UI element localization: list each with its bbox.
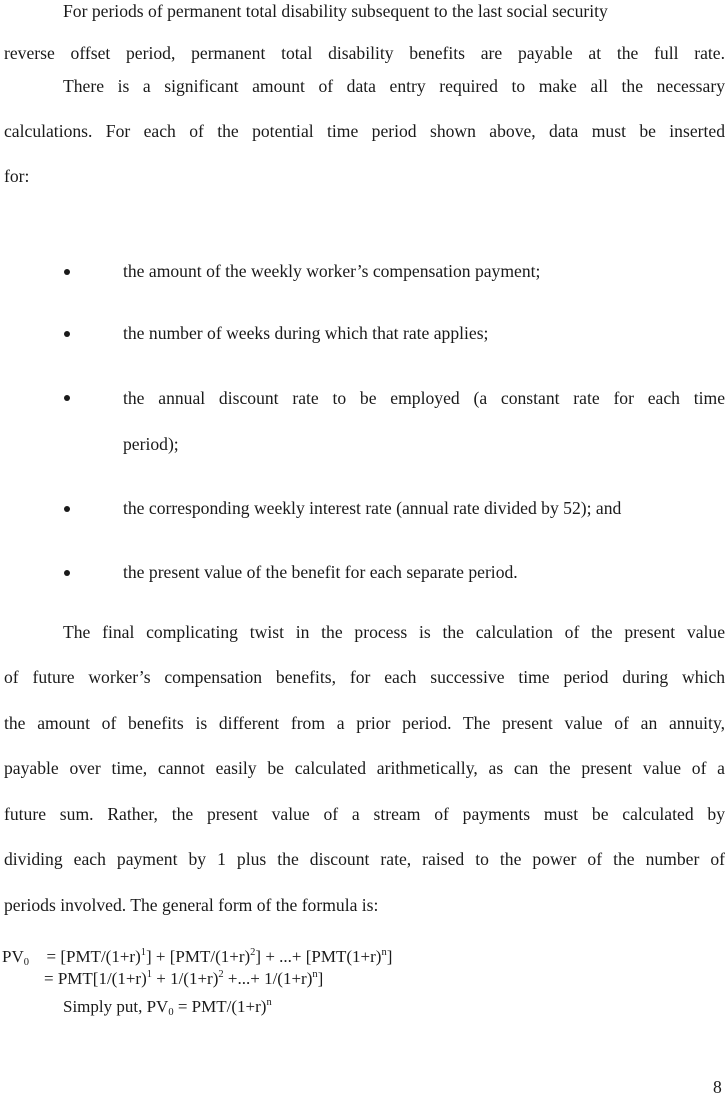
bullet-item-3-line-2: period);	[123, 434, 179, 454]
bullet-item-2: the number of weeks during which that rate applies;	[123, 323, 489, 343]
bullet-item-5: the present value of the benefit for each separate period.	[123, 562, 518, 582]
paragraph-1-line-2: reverse offset period, permanent total disability benefits are payable at the full rate.	[4, 43, 725, 63]
bullet-item-3-line-1: the annual discount rate to be employed (a constant rate for each time	[123, 388, 725, 408]
formula-line-1: $PV_0 = [PMT/(1+r)^1] + [PMT/(1+r)^2]$ + ...+ $[PMT(1+r)^n]$	[2, 947, 393, 968]
formula-lhs: $PV_0$	[2, 947, 29, 968]
bullet-icon	[64, 570, 70, 576]
paragraph-3-line-3: the amount of benefits is different from a prior period. The present value of an annuity,	[4, 713, 725, 733]
formula-line-3: Simply put, $PV_0 = PMT/(1+r)^n$	[63, 997, 272, 1018]
formula-line-2: = $PMT[1/(1+r)^1 + 1/(1+r)^2$ +...+ $1/(1+r)^n$]	[44, 969, 324, 988]
bullet-icon	[64, 506, 70, 512]
paragraph-3-line-6: dividing each payment by 1 plus the discount rate, raised to the power of the number of	[4, 849, 725, 869]
paragraph-3-line-5: future sum. Rather, the present value of a stream of payments must be calculated by	[4, 804, 725, 824]
bullet-icon	[64, 269, 70, 275]
paragraph-1-line-1: For periods of permanent total disability subsequent to the last social security	[63, 1, 608, 21]
page-number: 8	[713, 1077, 722, 1097]
paragraph-3-line-1: The final complicating twist in the process is the calculation of the present value	[63, 622, 725, 642]
bullet-item-1: the amount of the weekly worker’s compensation payment;	[123, 261, 541, 281]
paragraph-2-line-2: calculations. For each of the potential time period shown above, data must be inserted	[4, 121, 725, 141]
bullet-icon	[64, 395, 70, 401]
paragraph-3-line-7: periods involved. The general form of the formula is:	[4, 895, 379, 915]
paragraph-2-line-3: for:	[4, 166, 30, 186]
bullet-icon	[64, 331, 70, 337]
paragraph-3-line-2: of future worker’s compensation benefits, for each successive time period during which	[4, 667, 725, 687]
paragraph-3-line-4: payable over time, cannot easily be calculated arithmetically, as can the present value of a	[4, 758, 725, 778]
paragraph-2-line-1: There is a significant amount of data entry required to make all the necessary	[63, 76, 725, 96]
bullet-item-4: the corresponding weekly interest rate (annual rate divided by 52); and	[123, 498, 622, 518]
